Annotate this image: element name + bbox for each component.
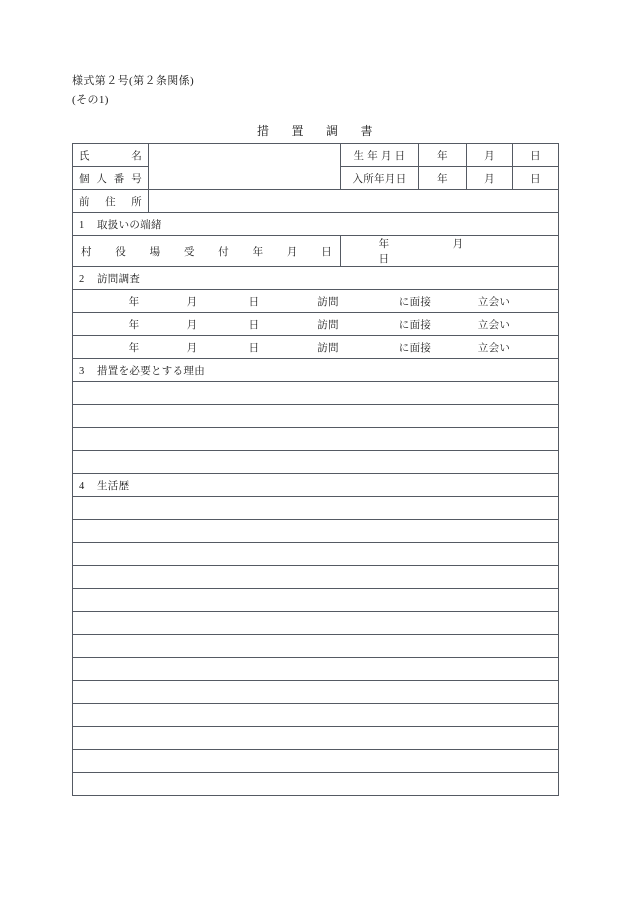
table-row xyxy=(73,382,559,405)
section4-line-7[interactable] xyxy=(73,635,559,658)
visit-2-year[interactable]: 年 xyxy=(128,319,140,331)
table-row xyxy=(73,290,559,313)
section4-line-5[interactable] xyxy=(73,589,559,612)
section3-label: 措置を必要とする理由 xyxy=(97,365,205,377)
form-part: (その1) xyxy=(72,94,109,106)
name-value[interactable] xyxy=(149,144,341,190)
section4-line-13[interactable] xyxy=(73,773,559,796)
section1-label: 取扱いの端緒 xyxy=(97,219,162,231)
section3-line-3[interactable] xyxy=(73,428,559,451)
birth-date-label: 生 年 月 日 xyxy=(341,144,419,167)
section3-number: 3 xyxy=(79,365,85,377)
visit-3-year[interactable]: 年 xyxy=(128,342,140,354)
section4-line-4[interactable] xyxy=(73,566,559,589)
visit-1-day[interactable]: 日 xyxy=(248,296,260,308)
table-row xyxy=(73,213,559,236)
visit-3-witness[interactable]: 立会い xyxy=(477,342,511,354)
reception-month-field[interactable]: 月 xyxy=(452,239,464,250)
table-row xyxy=(73,750,559,773)
section2-heading xyxy=(73,267,559,290)
visit-2-month[interactable]: 月 xyxy=(186,319,198,331)
reception-year-field[interactable]: 年 xyxy=(378,239,390,250)
section1-heading xyxy=(73,213,559,236)
form-code: 様式第２号(第２条関係) xyxy=(72,75,195,87)
previous-address-label: 前 住 所 xyxy=(73,190,149,213)
table-row xyxy=(73,612,559,635)
title-char-3: 調 xyxy=(326,124,339,138)
section3-line-1[interactable] xyxy=(73,382,559,405)
section3-line-2[interactable] xyxy=(73,405,559,428)
visit-row-3[interactable] xyxy=(73,336,559,359)
visit-2-visit[interactable]: 訪問 xyxy=(317,319,339,331)
section4-line-12[interactable] xyxy=(73,750,559,773)
title-char-4: 書 xyxy=(360,124,374,138)
section4-line-6[interactable] xyxy=(73,612,559,635)
birth-year-field[interactable]: 年 xyxy=(419,144,467,167)
table-row xyxy=(73,658,559,681)
form-header xyxy=(72,72,194,110)
section4-line-1[interactable] xyxy=(73,497,559,520)
table-row xyxy=(73,474,559,497)
section4-heading xyxy=(73,474,559,497)
visit-2-witness[interactable]: 立会い xyxy=(477,319,511,331)
table-row xyxy=(73,451,559,474)
admission-day-field[interactable]: 日 xyxy=(513,167,559,190)
table-row xyxy=(73,589,559,612)
section3-line-4[interactable] xyxy=(73,451,559,474)
section2-number: 2 xyxy=(79,273,85,285)
section4-label: 生活歴 xyxy=(97,480,130,492)
table-row xyxy=(73,336,559,359)
table-row xyxy=(73,727,559,750)
table-row xyxy=(73,497,559,520)
visit-1-visit[interactable]: 訪問 xyxy=(317,296,339,308)
section4-line-3[interactable] xyxy=(73,543,559,566)
section2-label: 訪問調査 xyxy=(97,273,141,285)
name-label: 氏 名 xyxy=(73,144,149,167)
title-char-1: 措 xyxy=(256,124,270,138)
table-row xyxy=(73,428,559,451)
section3-heading xyxy=(73,359,559,382)
table-row xyxy=(73,543,559,566)
section4-line-8[interactable] xyxy=(73,658,559,681)
table-row xyxy=(73,190,559,213)
section4-line-11[interactable] xyxy=(73,727,559,750)
title-char-2: 置 xyxy=(291,124,304,138)
visit-1-month[interactable]: 月 xyxy=(186,296,198,308)
table-row xyxy=(73,704,559,727)
visit-3-visit[interactable]: 訪問 xyxy=(317,342,339,354)
table-row xyxy=(73,144,559,167)
reception-day-field[interactable]: 日 xyxy=(378,254,390,265)
section4-number: 4 xyxy=(79,480,85,492)
measure-survey-form xyxy=(72,143,559,796)
visit-1-year[interactable]: 年 xyxy=(128,296,140,308)
table-row xyxy=(73,405,559,428)
section4-line-10[interactable] xyxy=(73,704,559,727)
table-row xyxy=(73,359,559,382)
birth-month-field[interactable]: 月 xyxy=(467,144,513,167)
table-row xyxy=(73,773,559,796)
visit-2-interview[interactable]: に面接 xyxy=(398,319,432,331)
previous-address-value[interactable] xyxy=(149,190,559,213)
table-row xyxy=(73,520,559,543)
section1-number: 1 xyxy=(79,219,85,231)
visit-2-day[interactable]: 日 xyxy=(248,319,260,331)
visit-row-2[interactable] xyxy=(73,313,559,336)
visit-3-interview[interactable]: に面接 xyxy=(398,342,432,354)
section4-line-2[interactable] xyxy=(73,520,559,543)
visit-1-interview[interactable]: に面接 xyxy=(398,296,432,308)
section4-line-9[interactable] xyxy=(73,681,559,704)
visit-row-1[interactable] xyxy=(73,290,559,313)
birth-day-field[interactable]: 日 xyxy=(513,144,559,167)
page-title xyxy=(0,122,630,139)
table-row xyxy=(73,566,559,589)
visit-3-month[interactable]: 月 xyxy=(186,342,198,354)
table-row xyxy=(73,313,559,336)
table-row xyxy=(73,267,559,290)
visit-1-witness[interactable]: 立会い xyxy=(477,296,511,308)
table-row xyxy=(73,236,559,267)
reception-date-label: 村 役 場 受 付 年 月 日 xyxy=(73,236,341,267)
table-row xyxy=(73,635,559,658)
visit-3-day[interactable]: 日 xyxy=(248,342,260,354)
personal-number-label: 個 人 番 号 xyxy=(73,167,149,190)
table-row xyxy=(73,681,559,704)
admission-year-field[interactable]: 年 xyxy=(419,167,467,190)
reception-date-fields[interactable] xyxy=(341,236,559,267)
admission-date-label: 入所年月日 xyxy=(341,167,419,190)
admission-month-field[interactable]: 月 xyxy=(467,167,513,190)
